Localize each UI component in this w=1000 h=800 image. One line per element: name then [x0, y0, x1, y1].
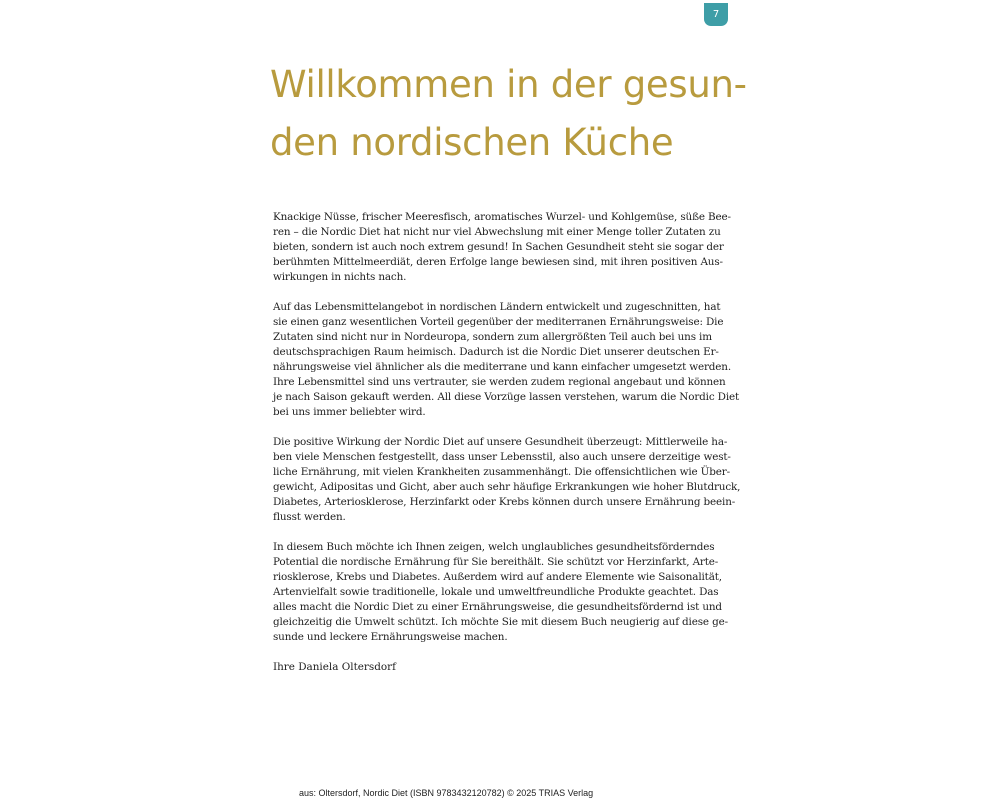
- text-line: deutschsprachigen Raum heimisch. Dadurch ist die Nordic Diet unserer deutschen Er-: [273, 346, 719, 358]
- text-line: alles macht die Nordic Diet zu einer Ernährungsweise, die gesundheitsfördernd ist und: [273, 601, 722, 613]
- page-title: [270, 56, 747, 172]
- text-line: Die positive Wirkung der Nordic Diet auf unsere Gesundheit überzeugt: Mittlerweile ha-: [273, 436, 728, 448]
- footer-citation: aus: Oltersdorf, Nordic Diet (ISBN 9783432120782) © 2025 TRIAS Verlag: [299, 788, 594, 798]
- text-line: je nach Saison gekauft werden. All diese Vorzüge lassen verstehen, warum die Nordic Diet: [273, 391, 740, 403]
- text-line: gewicht, Adipositas und Gicht, aber auch sehr häufige Erkrankungen wie hoher Blutdruck,: [273, 481, 741, 493]
- text-line: berühmten Mittelmeerdiät, deren Erfolge lange bewiesen sind, mit ihren positiven Aus-: [273, 256, 723, 268]
- body-text: [273, 210, 741, 675]
- paragraph: [273, 435, 741, 525]
- text-line: Auf das Lebensmittelangebot in nordischen Ländern entwickelt und zugeschnitten, hat: [273, 301, 721, 313]
- text-line: riosklerose, Krebs und Diabetes. Außerdem wird auf andere Elemente wie Saisonalität,: [273, 571, 722, 583]
- text-line: sunde und leckere Ernährungsweise machen.: [273, 631, 508, 643]
- paragraph: [273, 210, 731, 285]
- text-line: Artenvielfalt sowie traditionelle, lokale und umweltfreundliche Produkte geachtet. Das: [273, 586, 719, 598]
- text-line: bei uns immer beliebter wird.: [273, 406, 426, 418]
- signature: Ihre Daniela Oltersdorf: [273, 661, 396, 673]
- page-number-badge: 7: [704, 3, 728, 26]
- text-line: Zutaten sind nicht nur in Nordeuropa, sondern zum allergrößten Teil auch bei uns im: [273, 331, 712, 343]
- text-line: sie einen ganz wesentlichen Vorteil gegenüber der mediterranen Ernährungsweise: Die: [273, 316, 724, 328]
- text-line: flusst werden.: [273, 511, 346, 523]
- text-line: Diabetes, Arteriosklerose, Herzinfarkt oder Krebs können durch unsere Ernährung beein-: [273, 496, 736, 508]
- text-line: Potential die nordische Ernährung für Sie bereithält. Sie schützt vor Herzinfarkt, Arte-: [273, 556, 719, 568]
- text-line: wirkungen in nichts nach.: [273, 271, 407, 283]
- title-line: Willkommen in der gesun-: [270, 63, 747, 106]
- text-line: Knackige Nüsse, frischer Meeresfisch, aromatisches Wurzel- und Kohlgemüse, süße Bee-: [273, 211, 731, 223]
- text-line: Ihre Lebensmittel sind uns vertrauter, sie werden zudem regional angebaut und können: [273, 376, 726, 388]
- text-line: ren – die Nordic Diet hat nicht nur viel Abwechslung mit einer Menge toller Zutaten zu: [273, 226, 721, 238]
- title-line: den nordischen Küche: [270, 121, 674, 164]
- text-line: gleichzeitig die Umwelt schützt. Ich möchte Sie mit diesem Buch neugierig auf diese ge-: [273, 616, 728, 628]
- text-line: bieten, sondern ist auch noch extrem gesund! In Sachen Gesundheit steht sie sogar der: [273, 241, 724, 253]
- text-line: liche Ernährung, mit vielen Krankheiten zusammenhängt. Die offensichtlichen wie Über-: [273, 466, 730, 478]
- text-line: In diesem Buch möchte ich Ihnen zeigen, welch unglaubliches gesundheitsförderndes: [273, 541, 715, 553]
- paragraph: [273, 540, 728, 645]
- text-line: ben viele Menschen festgestellt, dass unser Lebensstil, also auch unsere derzeitige west-: [273, 451, 731, 463]
- paragraph: [273, 300, 740, 420]
- text-line: nährungsweise viel ähnlicher als die mediterrane und kann einfacher umgesetzt werden.: [273, 361, 732, 373]
